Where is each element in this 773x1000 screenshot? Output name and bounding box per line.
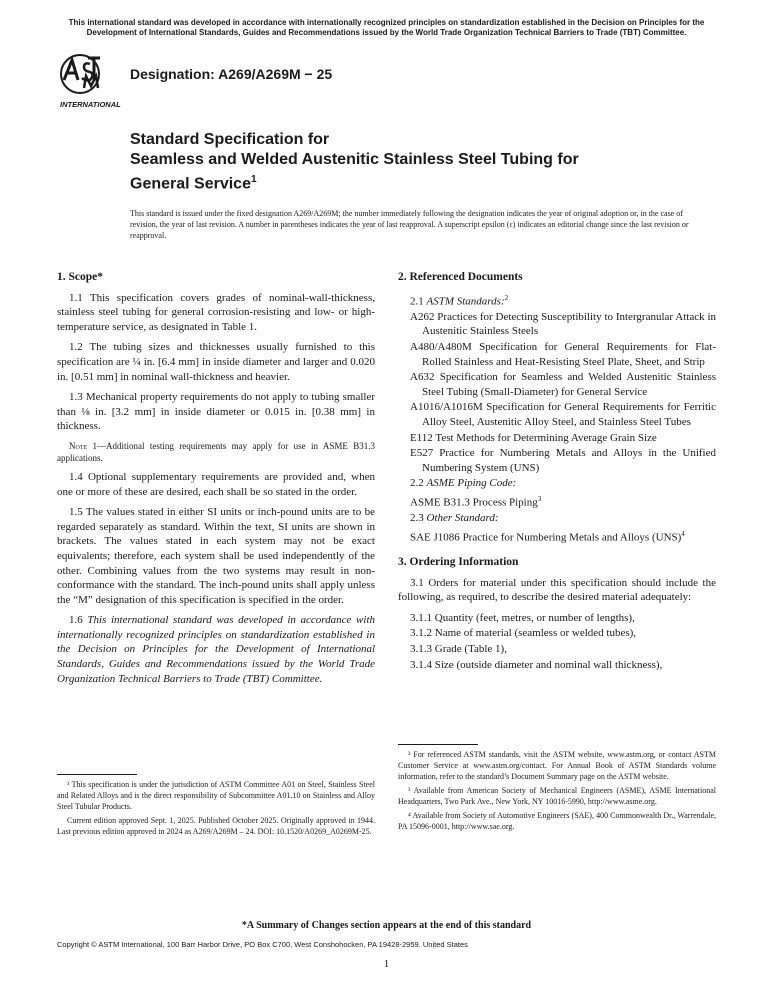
title-line-2: Seamless and Welded Austenitic Stainless Steel Tubing for xyxy=(130,151,579,168)
designation: Designation: A269/A269M − 25 xyxy=(130,66,333,82)
title-line-1: Standard Specification for xyxy=(130,131,330,148)
page-number: 1 xyxy=(383,958,390,970)
ordering-item: 3.1.1 Quantity (feet, metres, or number of lengths), xyxy=(410,611,635,624)
footnote-divider xyxy=(57,774,137,775)
paragraph-1-5: 1.5 The values stated in either SI units or inch-pound units are to be regarded separately as standard. Within the text, SI units are shown in brackets. The values stated in each system may not be exact equivalents; therefore, each system shall be used independently of the other. Combining values from the two systems may result in non-conformance with the standard. The inch-pound units shall apply unless the “M” designation of this specification is specified in the order. xyxy=(57,506,375,606)
footnote-1-edition: Current edition approved Sept. 1, 2025. Published October 2025. Originally approved in 1944. Last previous edition approved in 2024 as A269/A269M – 24. DOI: 10.1520/A0269_A0269M-25. xyxy=(57,816,375,836)
section-3-heading: 3. Ordering Information xyxy=(398,556,519,569)
reference-item-asme: ASME B31.3 Process Piping$^3$ xyxy=(410,494,542,509)
astm-reference-list xyxy=(398,310,716,476)
ordering-item: 3.1.4 Size (outside diameter and nominal wall thickness), xyxy=(410,658,663,671)
paragraph-1-1: 1.1 This specification covers grades of nominal-wall-thickness, stainless steel tubing for general corrosion-resisting and low- or high-temperature service, as designated in Table 1. xyxy=(57,291,375,333)
reference-item: E112 Test Methods for Determining Average Grain Size xyxy=(410,431,657,444)
right-footnotes xyxy=(398,734,716,835)
subsection-2-3: 2.3 Other Standard: xyxy=(410,512,499,525)
summary-of-changes-note: *A Summary of Changes section appears at the end of this standard xyxy=(241,920,532,931)
paragraph-1-4: 1.4 Optional supplementary requirements are provided and, when one or more of these are desired, each shall be so stated in the order. xyxy=(57,470,375,498)
section-2-heading: 2. Referenced Documents xyxy=(398,271,523,283)
subsection-2-2: 2.2 ASME Piping Code: xyxy=(410,477,517,490)
title-line-3: General Service$^1$ xyxy=(130,174,257,193)
reference-item: A632 Specification for Seamless and Welded Austenitic Stainless Steel Tubing (Small-Diameter) for General Service xyxy=(410,371,717,398)
reference-item: A480/A480M Specification for General Requirements for Flat-Rolled Stainless and Heat-Resisting Steel Plate, Sheet, and Strip xyxy=(410,341,717,368)
svg-text:INTERNATIONAL: INTERNATIONAL xyxy=(60,100,121,109)
footnote-divider xyxy=(398,744,478,745)
reference-item: E527 Practice for Numbering Metals and Alloys in the Unified Numbering System (UNS) xyxy=(410,447,716,474)
ordering-item: 3.1.3 Grade (Table 1), xyxy=(410,643,507,656)
paragraph-3-1: 3.1 Orders for material under this specification should include the following, as required, to describe the desired material adequately: xyxy=(398,576,716,604)
document-title xyxy=(130,130,690,194)
footnote-2: ² For referenced ASTM standards, visit the ASTM website, www.astm.org, or contact ASTM Customer Service at www.astm.org/contact. For Annual Book of ASTM Standards volume information, refer to the standard’s Document Summary page on the ASTM website. xyxy=(398,750,716,781)
title-footnote-mark: 1 xyxy=(250,174,257,185)
note-1: Note 1—Additional testing requirements may apply for use in ASME B31.3 applications. xyxy=(57,440,375,463)
reference-item: A1016/A1016M Specification for General Requirements for Ferritic Alloy Steel, Austenitic Alloy Steel, and Stainless Steel Tubes xyxy=(410,401,716,428)
reference-item: A262 Practices for Detecting Susceptibility to Intergranular Attack in Austenitic Stainless Steels xyxy=(410,310,717,338)
paragraph-1-6: 1.6 This international standard was developed in accordance with internationally recognized principles on standardization established in the Decision on Principles for the Development of International Standards, Guides and Recommendations issued by the World Trade Organization Technical Barriers to Trade (TBT) Committee. xyxy=(57,614,376,685)
copyright-line: Copyright © ASTM International, 100 Barr Harbor Drive, PO Box C700, West Conshohocken, PA 19428-2959. United States xyxy=(57,940,468,949)
issuance-statement: This standard is issued under the fixed designation A269/A269M; the number immediately following the designation indicates the year of original adoption or, in the case of revision, the year of last revision. A number in parentheses indicates the year of last reapproval. A superscript epsilon (ε) indicates an editorial change since the last revision or reapproval. xyxy=(130,209,689,240)
left-column xyxy=(57,270,375,692)
section-1-heading: 1. Scope* xyxy=(57,271,103,283)
footnote-4: ⁴ Available from Society of Automotive Engineers (SAE), 400 Commonwealth Dr., Warrendale, PA 15096-0001, http://www.sae.org. xyxy=(398,811,716,831)
paragraph-1-3: 1.3 Mechanical property requirements do not apply to tubing smaller than ⅛ in. [3.2 mm] in inside diameter or 0.015 in. [0.38 mm] in thickness. xyxy=(57,391,375,433)
reference-item-sae: SAE J1086 Practice for Numbering Metals and Alloys (UNS)$^4$ xyxy=(410,529,685,544)
ordering-item: 3.1.2 Name of material (seamless or welded tubes), xyxy=(410,627,637,640)
footnote-1: ¹ This specification is under the jurisdiction of ASTM Committee A01 on Steel, Stainless Steel and Related Alloys and is the direct responsibility of Subcommittee A01.10 on Stainless and Alloy Steel Tubular Products. xyxy=(57,780,375,811)
astm-logo xyxy=(58,50,122,112)
footnote-3: ³ Available from American Society of Mechanical Engineers (ASME), ASME International Headquarters, Two Park Ave., New York, NY 10016-5990, http://www.asme.org. xyxy=(398,786,716,806)
right-column xyxy=(398,270,716,673)
subsection-2-1: 2.1 ASTM Standards:$^2$ xyxy=(410,293,509,308)
left-footnotes xyxy=(57,764,375,840)
paragraph-1-2: 1.2 The tubing sizes and thicknesses usually furnished to this specification are ¼ in. [6.4 mm] in inside diameter and larger and 0.020 in. [0.51 mm] in nominal wall-thickness and heavier. xyxy=(57,341,375,383)
astm-logo-icon xyxy=(58,50,122,112)
top-notice: This international standard was developed in accordance with internationally recognized principles on standardization established in the Decision on Principles for the Development of International Standards, Guides and Recommendations issued by the World Trade Organization Technical Barriers to Trade (TBT) Committee. xyxy=(68,18,705,37)
